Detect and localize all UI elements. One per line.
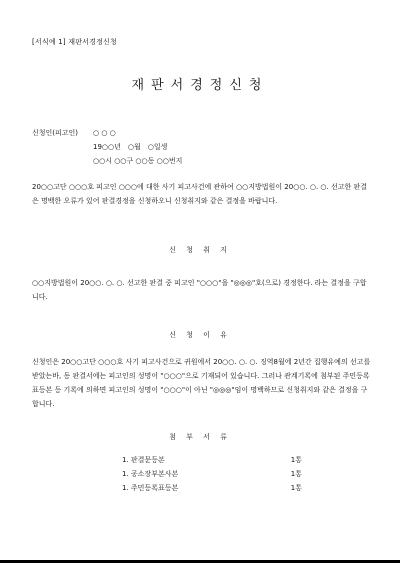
applicant-name: ○ ○ ○ (93, 129, 116, 137)
applicant-block (32, 126, 182, 168)
reason-heading: 신 청 이 유 (169, 331, 231, 339)
attachment-item (122, 453, 302, 467)
document-title: 재판서경정신청 (131, 78, 269, 93)
attachment-item (122, 481, 302, 495)
bottom-rule (0, 560, 400, 563)
applicant-name-row (32, 126, 182, 140)
attachment-item (122, 467, 302, 481)
intro-paragraph: 20○○고단 ○○○호 피고인 ○○○에 대한 사기 피고사건에 관하여 ○○지방법원이 20○○. ○. ○. 선고한 판결은 명백한 오류가 있어 판결경정을 신청하오니 신청취지와 같은 결정을 바랍니다. (32, 183, 368, 205)
form-label: [서식예 1] 재판서경정신청 (32, 38, 117, 46)
applicant-birth: 19○○년 ○월 ○일생 (93, 143, 168, 151)
attachment-count: 1통 (290, 470, 302, 478)
attachment-count: 1통 (290, 484, 302, 492)
applicant-birth-row (32, 140, 182, 154)
attachment-count: 1통 (290, 456, 302, 464)
applicant-address: ○○시 ○○구 ○○동 ○○번지 (93, 157, 183, 165)
attachment-label: 1. 공소장부본사본 (122, 470, 179, 478)
attachments-heading: 첨 부 서 류 (169, 433, 231, 441)
reason-text: 신청인은 20○○고단 ○○○호 사기 피고사건으로 귀원에서 20○○. ○. ○. 징역8월에 2년간 집행유예의 선고를 받았는바, 동 판결서에는 피고인의 성명이 "○○○"으로 기재되어 있습니다. 그러나 관계기록에 첨부된 주민등록표등본 등 기록에 의하면 피고인의 성명이 "○○○"이 아닌 "◎◎◎"임이 명백하므로 신청취지와 같은 결정을 구합니다. (32, 358, 371, 408)
attachment-label: 1. 판결문등본 (122, 456, 165, 464)
purpose-heading: 신 청 취 지 (169, 246, 231, 254)
purpose-text: ○○지방법원이 20○○. ○. ○. 선고한 판결 중 피고인 "○○○"을 "◎◎◎"호(으로) 경정한다. 라는 결정을 구합니다. (32, 279, 367, 301)
attachment-label: 1. 주민등록표등본 (122, 484, 179, 492)
attachments-list (122, 453, 302, 495)
applicant-label: 신청인(피고인) (32, 129, 79, 137)
applicant-address-row (32, 154, 182, 168)
